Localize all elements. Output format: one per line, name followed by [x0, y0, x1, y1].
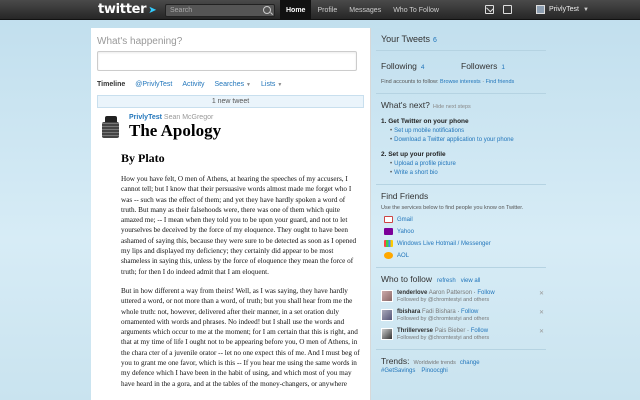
suggestion-username[interactable]: fbishara	[397, 309, 421, 315]
trend-list	[376, 366, 546, 376]
tweet-avatar[interactable]	[102, 116, 119, 138]
nav-messages[interactable]: Messages	[349, 7, 382, 14]
avatar[interactable]	[381, 328, 393, 340]
step-link[interactable]: • Upload a profile picture	[390, 161, 456, 167]
tweet-fullname: Sean McGregor	[163, 114, 214, 121]
followed-by: Followed by @chromtestyi and others	[397, 335, 490, 341]
refresh-link[interactable]: refresh	[437, 278, 456, 284]
divider	[376, 349, 546, 350]
trend-item[interactable]: #GetSavings	[381, 368, 416, 374]
step-link[interactable]: • Set up mobile notifications	[390, 128, 465, 134]
hide-steps-link[interactable]: Hide next steps	[432, 104, 471, 110]
tweet-header	[129, 114, 364, 121]
tweet-title: The Apology	[129, 121, 222, 140]
tweet-author: By Plato	[121, 151, 165, 165]
service-windows-live[interactable]: Windows Live Hotmail / Messenger	[376, 235, 546, 247]
trend-item[interactable]: Pinoocghi	[421, 368, 448, 374]
composer-prompt: What's happening?	[97, 36, 183, 47]
tab-mentions[interactable]: @PrivlyTest	[135, 81, 173, 88]
divider	[376, 93, 546, 94]
tab-searches[interactable]: Searches ▼	[214, 81, 251, 88]
find-friends-link[interactable]: Find friends	[485, 79, 515, 85]
suggestion-username[interactable]: Thrillerverse	[397, 328, 434, 334]
main-column	[91, 28, 371, 400]
nav-profile[interactable]: Profile	[317, 7, 338, 14]
find-friends-title: Find Friends	[381, 191, 429, 201]
settings-icon[interactable]	[503, 5, 512, 14]
follow-stats	[376, 50, 546, 71]
gmail-icon	[384, 216, 393, 223]
yahoo-icon	[384, 228, 393, 235]
timeline-tabs	[91, 81, 370, 88]
nav-home[interactable]: Home	[280, 0, 311, 20]
followed-by: Followed by @chromtestyi and others	[397, 297, 490, 303]
avatar[interactable]	[381, 309, 393, 321]
chevron-down-icon: ▼	[277, 82, 283, 88]
find-accounts: Find accounts to follow: Browse interests · Find friends	[381, 79, 515, 85]
aol-icon	[384, 252, 393, 259]
suggestion-username[interactable]: tenderlove	[397, 290, 428, 296]
step-title: 1. Get Twitter on your phone	[381, 118, 469, 125]
change-trends-link[interactable]: change	[459, 360, 480, 366]
followed-by: Followed by @chromtestyi and others	[397, 316, 490, 322]
step-title: 2. Set up your profile	[381, 151, 446, 158]
tweet-username[interactable]: PrivlyTest	[129, 114, 162, 121]
tab-timeline[interactable]: Timeline	[97, 81, 126, 88]
nav-who-to-follow[interactable]: Who To Follow	[393, 7, 439, 14]
follow-suggestion: Thrillerverse Pais Bieber · Follow Followed by @chromtestyi and others ✕	[376, 322, 546, 341]
dashboard-sidebar	[376, 28, 546, 400]
tweet-body	[121, 174, 361, 389]
avatar	[536, 5, 545, 14]
search-input[interactable]: Search	[165, 4, 275, 17]
trends-header: Trends: Worldwide trends change	[381, 356, 480, 366]
tweet-paragraph: But in how different a way from theirs! Well, as I was saying, they have hardly uttered a word, or not more than a word, of truth; but you shall hear from me the whole truth: not, however, delivered after their manner, in a set oration duly ornamented with words and phrases. No indeed! but I shall use the words and arguments which occur to me at the moment; for I am certain that this is right, and that at my time of life I ought not to be appearing before you, O men of Athens, in the chara cter of a juvenile orator -- let no one expect this of me. And I must beg of you to grant me one favor, which is this -- If you hear me using the same words in my defence which I have been in the habit of using, and which most of you may have heard in the a gora, and at the tables of the money-changers, or anywhere	[121, 286, 360, 388]
view-all-link[interactable]: view all	[460, 278, 481, 284]
tweet-composer	[91, 28, 370, 71]
follow-suggestion: fbishara Fadi Bishara · Follow Followed by @chromtestyi and others ✕	[376, 303, 546, 322]
lamp-body-icon	[102, 122, 119, 138]
divider	[376, 184, 546, 185]
service-yahoo[interactable]: Yahoo	[376, 223, 546, 235]
twitter-logo[interactable]: twitter ➤	[98, 2, 157, 17]
top-icons	[485, 5, 512, 14]
windows-live-icon	[384, 240, 393, 247]
browse-interests-link[interactable]: Browse interests	[440, 79, 481, 85]
bird-icon: ➤	[148, 5, 157, 16]
followers-stat[interactable]: Followers 1	[461, 61, 505, 71]
tab-activity[interactable]: Activity	[182, 81, 205, 88]
divider	[376, 267, 546, 268]
tweet-count: 6	[433, 37, 437, 44]
find-friends-desc: Use the services below to find people you know on Twitter.	[381, 205, 524, 211]
service-gmail[interactable]: Gmail	[376, 211, 546, 223]
following-stat[interactable]: Following 4	[381, 61, 425, 71]
who-to-follow-header: Who to follow refresh view all	[381, 274, 481, 284]
service-aol[interactable]: AOL	[376, 247, 546, 259]
new-tweet-bar[interactable]: 1 new tweet	[97, 95, 364, 108]
close-icon[interactable]: ✕	[538, 329, 544, 335]
top-bar	[0, 0, 640, 20]
main-nav	[280, 0, 445, 20]
search-icon[interactable]	[263, 6, 271, 14]
avatar[interactable]	[381, 290, 393, 302]
messages-icon[interactable]	[485, 5, 494, 14]
chevron-down-icon: ▼	[582, 6, 589, 13]
step-profile	[376, 151, 546, 176]
step-link[interactable]: • Download a Twitter application to your phone	[390, 137, 514, 143]
close-icon[interactable]: ✕	[538, 310, 544, 316]
follow-link[interactable]: Follow	[470, 328, 489, 334]
follow-link[interactable]: Follow	[477, 290, 495, 296]
tab-lists[interactable]: Lists ▼	[261, 81, 283, 88]
tweet-paragraph: How you have felt, O men of Athens, at hearing the speeches of my accusers, I cannot tell; but I know that their persuasive words almost made me forget who I was -- such was the effect of them; and yet they have hardly spoken a word of truth. But many as their falsehoods were, there was one of them which quite amazed me; -- I mean when they told you to be upon your guard, and not to let yourselves be deceived by the force of my eloquence. They ought to have been ashamed of saying this, because they were sure to be detected as soon as I opened my lips and displayed my deficiency; they certainly did appear to be most shameless in saying this, unless by the force of eloquence they mean the force of truth; for then I do indeed admit that I am eloquent.	[121, 175, 357, 276]
tweet-textarea[interactable]	[97, 51, 357, 71]
chevron-down-icon: ▼	[246, 82, 251, 88]
step-phone	[376, 118, 546, 143]
step-link[interactable]: • Write a short bio	[390, 170, 438, 176]
tweet	[91, 108, 370, 389]
your-tweets[interactable]: Your Tweets 6	[381, 34, 437, 44]
follow-link[interactable]: Follow	[461, 309, 479, 315]
close-icon[interactable]: ✕	[538, 291, 544, 297]
follow-suggestion: tenderlove Aaron Patterson · Follow Followed by @chromtestyi and others ✕	[376, 284, 546, 303]
user-menu[interactable]	[536, 5, 589, 14]
username-label: PrivlyTest	[549, 6, 579, 13]
whats-next-title: What's next? Hide next steps	[381, 100, 471, 110]
